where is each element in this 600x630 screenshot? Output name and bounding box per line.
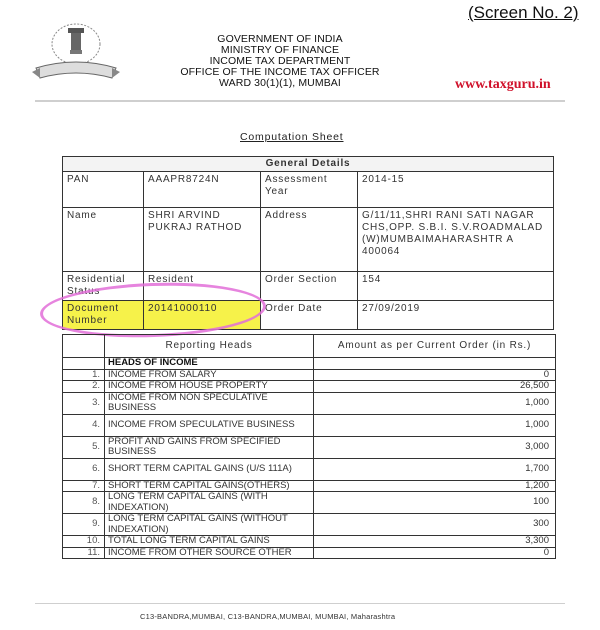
table-row: 10. TOTAL LONG TERM CAPITAL GAINS 3,300 xyxy=(63,536,556,548)
assessment-year-value: 2014-15 xyxy=(358,172,554,208)
department-header xyxy=(180,34,380,89)
general-details-heading: General Details xyxy=(63,157,554,172)
residential-status-value: Resident xyxy=(144,272,261,301)
pan-label: PAN xyxy=(63,172,144,208)
assessment-year-label: Assessment Year xyxy=(261,172,358,208)
header-line: INCOME TAX DEPARTMENT xyxy=(209,55,351,67)
header-line: GOVERNMENT OF INDIA xyxy=(217,33,343,45)
reporting-heads-column-header: Reporting Heads xyxy=(105,335,314,358)
table-row: 3. INCOME FROM NON SPECULATIVE BUSINESS 1,000 xyxy=(63,392,556,414)
table-row: 5. PROFIT AND GAINS FROM SPECIFIED BUSINESS 3,000 xyxy=(63,436,556,458)
document-title: Computation Sheet xyxy=(240,131,344,143)
order-date-label: Order Date xyxy=(261,301,358,330)
order-date-value: 27/09/2019 xyxy=(358,301,554,330)
table-row: 4. INCOME FROM SPECULATIVE BUSINESS 1,000 xyxy=(63,414,556,436)
table-row: 8. LONG TERM CAPITAL GAINS (WITH INDEXATION) 100 xyxy=(63,492,556,514)
name-label: Name xyxy=(63,208,144,272)
address-value: G/11/11,SHRI RANI SATI NAGAR CHS,OPP. S.B.I. S.V.ROADMALAD (W)MUMBAIMAHARASHTR A 400064 xyxy=(358,208,554,272)
table-row: 7. SHORT TERM CAPITAL GAINS(OTHERS) 1,200 xyxy=(63,480,556,492)
reporting-heads-table xyxy=(62,334,556,559)
watermark-site: www.taxguru.in xyxy=(455,77,551,92)
footer-divider xyxy=(35,603,565,604)
table-row: 9. LONG TERM CAPITAL GAINS (WITHOUT INDEXATION) 300 xyxy=(63,514,556,536)
order-section-value: 154 xyxy=(358,272,554,301)
footer-address: C13-BANDRA,MUMBAI, C13-BANDRA,MUMBAI, MUMBAI, Maharashtra xyxy=(140,612,396,621)
name-value: SHRI ARVIND PUKRAJ RATHOD xyxy=(144,208,261,272)
serial-column-header xyxy=(63,335,105,358)
header-line: MINISTRY OF FINANCE xyxy=(220,44,340,56)
table-row: 2. INCOME FROM HOUSE PROPERTY 26,500 xyxy=(63,381,556,393)
document-number-label: Document Number xyxy=(63,301,144,330)
header-line: WARD 30(1)(1), MUMBAI xyxy=(219,77,341,89)
order-section-label: Order Section xyxy=(261,272,358,301)
amount-column-header: Amount as per Current Order (in Rs.) xyxy=(314,335,556,358)
table-row: 11. INCOME FROM OTHER SOURCE OTHER 0 xyxy=(63,547,556,559)
address-label: Address xyxy=(261,208,358,272)
divider xyxy=(35,100,565,102)
header-line: OFFICE OF THE INCOME TAX OFFICER xyxy=(180,66,380,78)
table-row: 6. SHORT TERM CAPITAL GAINS (U/S 111A) 1,700 xyxy=(63,458,556,480)
emblem-icon xyxy=(30,20,122,82)
table-row: 1. INCOME FROM SALARY 0 xyxy=(63,369,556,381)
pan-value: AAAPR8724N xyxy=(144,172,261,208)
screen-number-label: (Screen No. 2) xyxy=(468,3,579,22)
section-heading: HEADS OF INCOME xyxy=(105,358,314,370)
document-number-value: 20141000110 xyxy=(144,301,261,330)
residential-status-label: Residential Status xyxy=(63,272,144,301)
